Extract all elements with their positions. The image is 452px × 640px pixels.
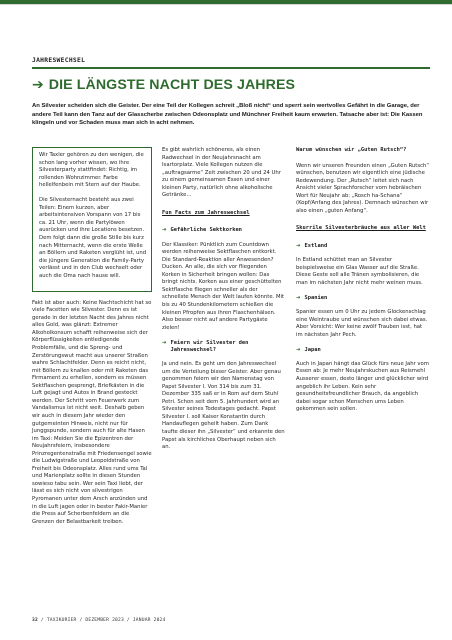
arrow-right-icon: ➔: [162, 339, 167, 346]
heading-spanien: ➔ Spanien: [296, 294, 328, 301]
heading-estland: ➔ Estland: [296, 242, 328, 249]
heading-guten-rutsch: Warum wünschen wir „Guten Rutsch“?: [296, 147, 407, 153]
headline: [32, 77, 295, 93]
page-number: 32: [32, 618, 38, 623]
column-3: [296, 147, 430, 421]
arrow-right-icon: ➔: [32, 77, 44, 93]
section-label: JAHRESWECHSEL: [32, 57, 86, 64]
paragraph-feiern: Ja und nein. Es geht um den Jahreswechsel um die Verteilung bisser Geister. Aber genau genommen feiern wir den Namenstag von Papst Silvester I. Von 314 bis zum 31. Dezember 335 saß er in Rom auf dem Stuhl Petri. Schon seit dem 5. Jahrhundert wird an Silvester seines Todestages gedacht. Papst Silvester I. soll Kaiser Konstantin durch Handauflegen geheilt haben. Zum Dank taufte dieser ihn „Silvester“ und erkannte den Papst als kirchliches Oberhaupt neben sich an.: [162, 361, 285, 451]
footer-text: / TAXIKURIER / DEZEMBER 2023 / JANUAR 2024: [40, 618, 166, 623]
arrow-right-icon: ➔: [162, 227, 167, 234]
lead-paragraph: An Silvester scheiden sich die Geister. Der eine Teil der Kollegen schreit „Bloß nicht“ und sperrt sein wertvolles Gefährt in die Garage, der andere Teil kann den Tanz auf der Glasscherbe zwischen Odeonsplatz und Münchner Freiheit kaum erwarten. Tatsache aber ist: Die Kassen klingeln und vor Schaden muss man sich in acht nehmen.: [32, 103, 423, 127]
intro-paragraph-2: Die Silvesternacht besteht aus zwei Teilen: Einem kurzen, aber arbeitsintensiven Vorspann von 17 bis ca. 21 Uhr, wenn die Partylöwen ausrücken und ihre Locations besetzen. Dem folgt dann die große Stille bis kurz nach Mitternacht, wenn die erste Welle an Böllern und Raketen verglüht ist, und die jüngere Generation die Family-Party verlässt und in den Club wechselt oder auch die Oma nach hause will.: [39, 197, 147, 279]
section-rule: [32, 67, 430, 69]
arrow-right-icon: ➔: [296, 294, 301, 301]
heading-sektkorken: ➔ Gefährliche Sektkorken: [162, 227, 242, 234]
column-1: [32, 147, 152, 534]
body-paragraph: Fakt ist aber auch: Keine Nachtschicht hat so viele Facetten wie Silvester. Denn es ist gerade in der letzten Nacht des Jahres nicht alles Gold, was glänzt: Extremer Alkoholkonsum schafft reihenweise sich der Körperflüssigkeiten entledigende Problemfälle, und die Spreng- und Zerstörungswut macht aus unserer Straßen wahre Schlachtfelder. Denn es reicht nicht, mit Böllern zu knallen oder mit Raketen das Firmament zu erhellen, sondern es müssen Sektflaschen gesprengt, Briefkästen in die Luft gejagt und Autos in Brand gesteckt werden. Der Schritt vom Feuerwerk zum Vandalismus ist nicht weit. Deshalb geben wir auch in diesem Jahr wieder den gutgemeinten Hinweis, nicht nur für Junggspunde, sondern auch für alte Hasen im Taxi: Meiden Sie die Epizentren der Neujahrsfeiern, insbesondere Prinzregentenstraße mit Friedensengel sowie die Ludwigstraße und Leopoldstraße von Freiheit bis Odeonsplatz. Alles rund ums Tal und Marienplatz sollte in diesen Stunden sowieso tabu sein. Wer sein Taxi liebt, der lässt es sich nicht von silvestrigen Pyromanen unter dem Arsch anzünden und in die Luft jagen oder in bester Fakir-Manier die Press auf Scherbenfeldern an die Grenzen der Belastbarkeit treiben.: [32, 299, 152, 525]
paragraph-guten-rutsch: Wenn wir unseren Freunden einen „Guten Rutsch“ wünschen, benutzen wir eigentlich eine jüdische Redewendung. Der „Rutsch“ leitet sich nach Ansicht vieler Sprachforscher vom hebräischen Wort für Neujahr ab: „Rosch ha-Schana“ (Kopf/Anfang des Jahres). Demnach wünschen wir also einen „guten Anfang“.: [296, 162, 430, 214]
page-footer: [32, 618, 165, 623]
paragraph-japan: Auch in Japan hängt das Glück fürs neue Jahr vom Essen ab: Je mehr Neujahrskuchen aus Reismehl Ausserer essen, desto länger und glücklicher wird angeblich ihr Leben. Kein sehr gesundheitsfreundlicher Brauch, da angeblich dabei sogar schon Menschen ums Leben gekommen sein sollen.: [296, 360, 429, 413]
fun-facts-subhead: Fun Facts zum Jahreswechsel: [162, 209, 250, 216]
top-rule: [0, 4, 452, 5]
column-2: [162, 147, 285, 459]
headline-text: DIE LÄNGSTE NACHT DES JAHRES: [48, 77, 296, 93]
paragraph-sektkorken: Der Klassiker: Pünktlich zum Countdown werden reihenweise Sektflaschen entkorkt. Die Standard-Reaktion aller Anwesenden? Ducken. An alle, die sich vor fliegenden Korken in Sicherheit bringen wollen: Das bringt nichts. Korken aus einer geschüttelten Sektflasche fliegen schneller als der schnellste Mensch der Welt laufen könnte. Mit bis zu 40 Stundenkilometern schießen die kleinen Pfropfen aus ihren Flaschenhälsen. Also besser nicht auf andere Partygäste zielen!: [162, 241, 285, 331]
arrow-right-icon: ➔: [296, 242, 301, 249]
heading-japan: ➔ Japan: [296, 346, 321, 353]
heading-feiern: ➔ Feiern wir Silvester den Jahreswechsel?: [162, 339, 249, 353]
paragraph-estland: In Estland schüttet man an Silvester beispielsweise ein Glas Wasser auf die Straße. Diese Geste soll alle Tränen symbolisieren, die man im nächsten Jahr nicht mehr weinen muss.: [296, 257, 423, 286]
paragraph-spanien: Spanier essen um 0 Uhr zu jedem Glockenschlag eine Weintraube und wünschen sich dabei etwas. Aber Vorsicht: Wer keine zwölf Trauben isst, hat im nächsten Jahr Pech.: [296, 309, 428, 338]
boxed-intro: [32, 147, 152, 292]
col2-intro: Es gibt wahrlich schöneres, als einen Radwechsel in der Neujahrsnacht am Isartorplatz. Viele Kollegen nutzen die „auftragsarme“ Zeit zwischen 20 und 24 Uhr zu einem gemeinsamen Essen und einer kleinen Party, natürlich ohne alkoholische Getränke…: [162, 147, 281, 199]
braeuche-subhead: Skurrile Silvesterbräuche aus aller Welt: [296, 225, 426, 232]
intro-paragraph-1: Wir Taxler gehören zu den wenigen, die schon lang vorher wissen, wo ihre Silvesterparty stattfindet: Richtig, im rollenden Wohnzimmer. Farbe hellelfenbein mit Stern auf der Haube.: [39, 152, 144, 189]
arrow-right-icon: ➔: [296, 346, 301, 353]
